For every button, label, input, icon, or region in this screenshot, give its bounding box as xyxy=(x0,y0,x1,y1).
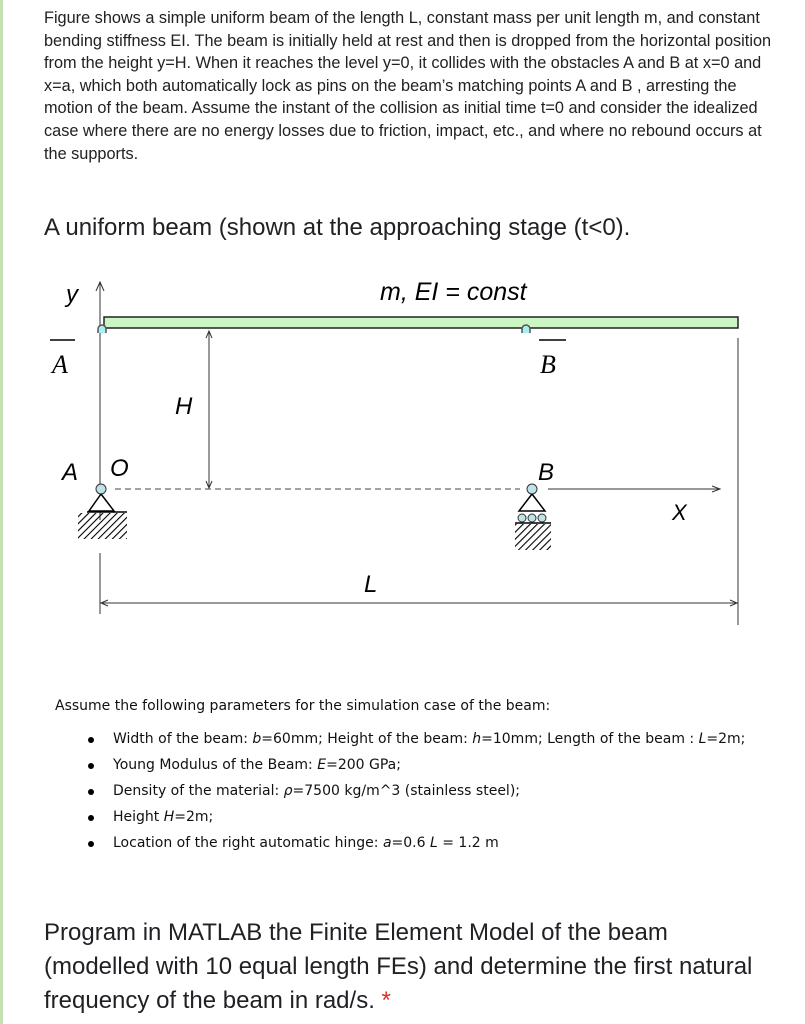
parameter-variable: L xyxy=(698,731,707,747)
parameter-item xyxy=(55,780,745,806)
parameter-text: Height xyxy=(113,809,164,825)
height-dimension xyxy=(206,331,212,488)
support-a-label: A xyxy=(62,459,79,486)
parameter-item xyxy=(55,832,745,858)
y-axis-label: y xyxy=(66,281,78,308)
parameter-text: =10mm; Length of the beam : xyxy=(481,731,699,747)
parameter-variable: a xyxy=(382,835,392,851)
parameter-variable: H xyxy=(163,809,175,825)
parameter-variable: L xyxy=(429,835,438,851)
b-bar-label: B xyxy=(540,350,556,379)
beam-properties-label: m, EI = const xyxy=(380,278,527,306)
parameter-item xyxy=(55,806,745,832)
support-b-label: B xyxy=(538,459,555,486)
origin-label: O xyxy=(110,455,129,482)
x-axis-label: X xyxy=(672,500,687,525)
parameter-text: Young Modulus of the Beam: xyxy=(113,757,318,773)
pin-support-a xyxy=(78,484,127,539)
parameters-intro: Assume the following parameters for the simulation case of the beam: xyxy=(55,698,551,714)
beam-diagram xyxy=(0,260,805,640)
parameter-text: =0.6 xyxy=(391,835,430,851)
parameter-text: =2m; xyxy=(174,809,214,825)
parameter-item xyxy=(55,754,745,780)
question-body: Program in MATLAB the Finite Element Model of the beam (modelled with 10 equal length FEs) and determine the first natural frequency of the beam in rad/s. xyxy=(44,919,753,1014)
question-text xyxy=(44,916,764,1018)
parameter-variable: ρ xyxy=(283,783,293,799)
length-label: L xyxy=(364,571,378,598)
parameter-text: =7500 kg/m^3 (stainless steel); xyxy=(292,783,520,799)
hinge-a-bar-icon xyxy=(98,325,106,333)
problem-description: Figure shows a simple uniform beam of the length L, constant mass per unit length m, and constant bending stiffness EI. The beam is initially held at rest and then is dropped from the horizontal position from the height y=H. When it reaches the level y=0, it collides with the obstacles A and B at x=0 and x=a, which both automatically lock as pins on the beam’s matching points A and B , arresting the motion of the beam. Assume the instant of the collision as initial time t=0 and consider the idealized case where there are no energy losses due to friction, impact, etc., and where no rebound occurs at the supports. xyxy=(44,9,772,163)
a-bar-label: A xyxy=(52,350,68,379)
parameter-text: =60mm; Height of the beam: xyxy=(261,731,473,747)
parameter-text: Density of the material: xyxy=(113,783,284,799)
length-dimension xyxy=(101,600,737,606)
parameter-item xyxy=(55,728,745,754)
parameter-text: = 1.2 m xyxy=(437,835,499,851)
beam xyxy=(104,317,738,328)
parameters-section xyxy=(55,698,745,858)
parameter-variable: h xyxy=(472,731,482,747)
parameter-text: Location of the right automatic hinge: xyxy=(113,835,383,851)
required-asterisk: * xyxy=(381,987,391,1014)
parameter-text: =200 GPa; xyxy=(326,757,401,773)
parameter-variable: E xyxy=(317,757,327,773)
figure-heading: A uniform beam (shown at the approaching stage (t<0). xyxy=(44,214,631,241)
height-label: H xyxy=(175,393,193,420)
parameter-variable: b xyxy=(252,731,262,747)
parameter-text: =2m; xyxy=(706,731,746,747)
hinge-b-bar-icon xyxy=(522,325,530,333)
parameters-list xyxy=(55,728,745,858)
parameter-text: Width of the beam: xyxy=(113,731,253,747)
roller-support-b xyxy=(515,484,551,550)
x-axis xyxy=(548,486,720,492)
